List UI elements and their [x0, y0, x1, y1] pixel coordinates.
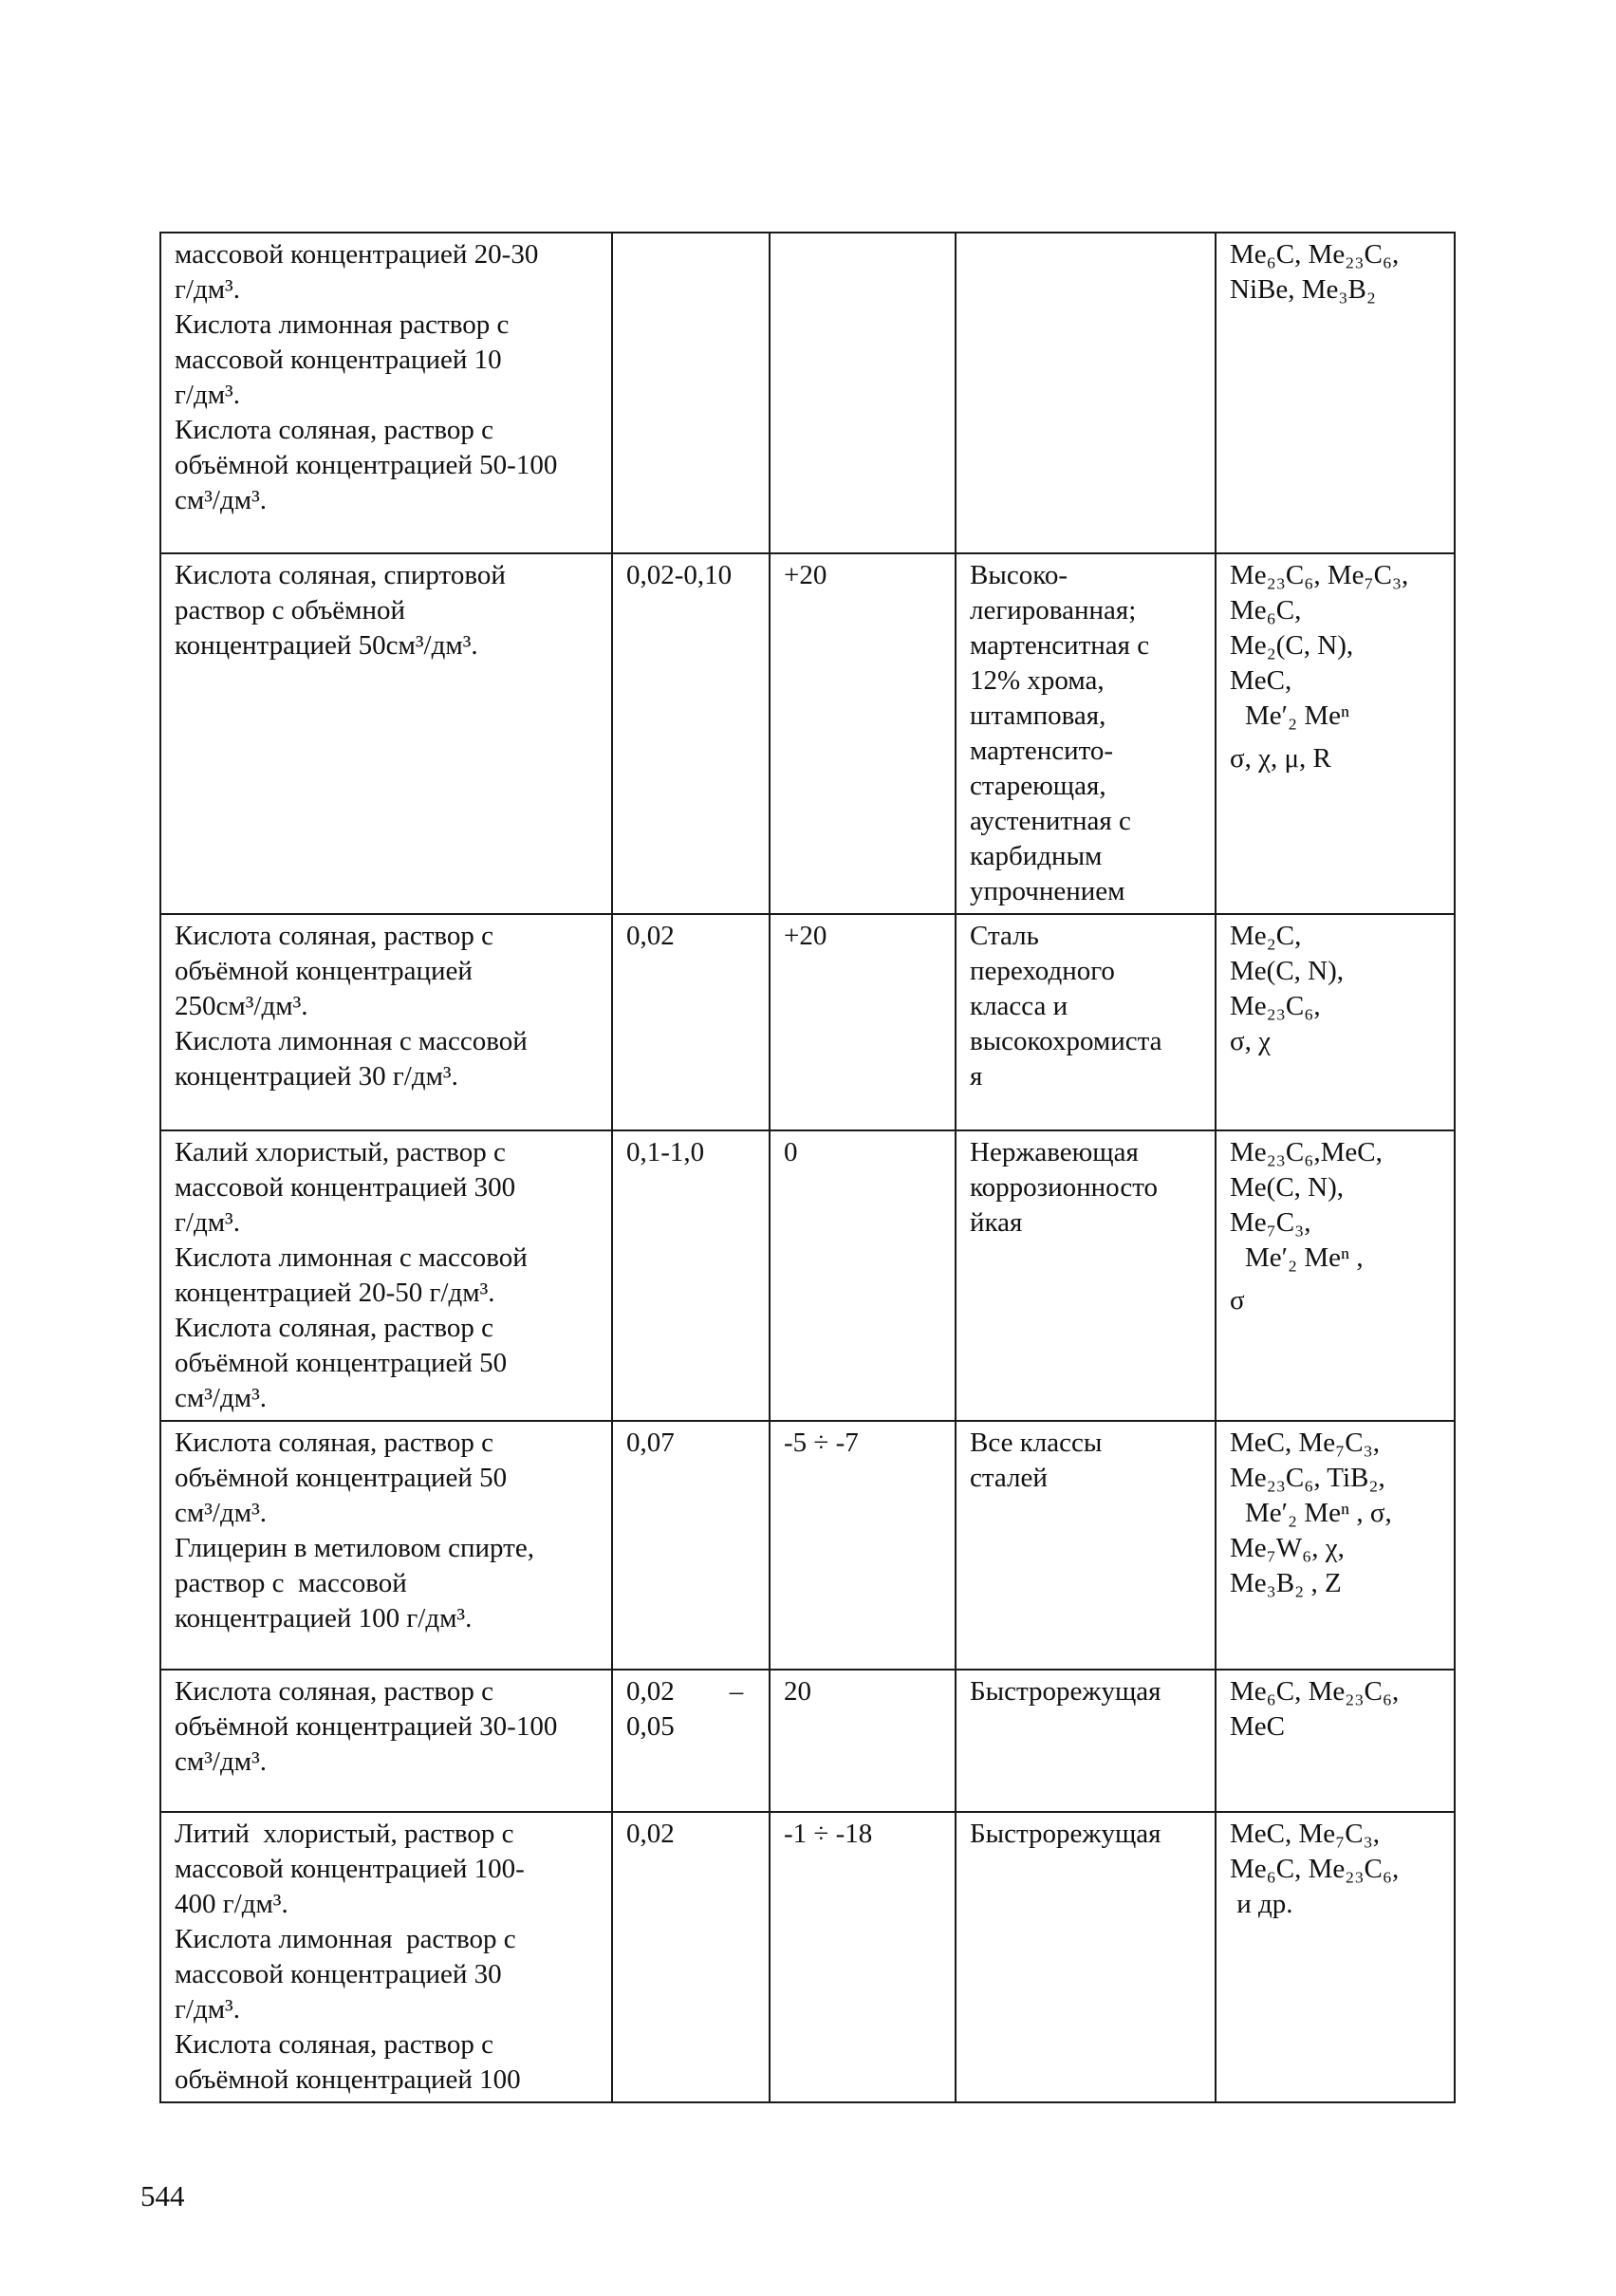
text-line: Me₂₃C₆,: [1230, 991, 1321, 1021]
reagent-cell: [160, 1812, 612, 2102]
text-line: сталей: [970, 1463, 1048, 1493]
steel-class-cell: [956, 553, 1216, 914]
text-line: Me′₂ Meⁿ: [1245, 700, 1350, 731]
text-line: г/дм³.: [175, 1207, 241, 1238]
text-line: Кислота соляная, спиртовой: [175, 560, 506, 590]
text-line: 0,02: [626, 1819, 675, 1849]
text-line: объёмной концентрацией 30-100: [175, 1711, 558, 1742]
text-line: 12% хрома,: [970, 665, 1105, 696]
text-line: карбидным: [970, 841, 1103, 871]
text-line: MeC,: [1230, 665, 1292, 696]
text-line: объёмной концентрацией 100: [175, 2064, 521, 2095]
text-line: объёмной концентрацией 50-100: [175, 450, 558, 480]
temperature-cell: [770, 1812, 956, 2102]
table-row: [160, 1670, 1455, 1812]
text-line: Быстрорежущая: [970, 1819, 1161, 1849]
text-line: объёмной концентрацией: [175, 956, 473, 986]
text-line: MeC, Me₇C₃,: [1230, 1428, 1380, 1458]
text-line: Me₆C, Me₂₃C₆,: [1230, 1854, 1400, 1884]
text-line: массовой концентрацией 30: [175, 1959, 502, 1989]
text-line: Сталь: [970, 921, 1039, 951]
reagent-cell: [160, 1130, 612, 1421]
temperature-cell: [770, 1670, 956, 1812]
current-density-cell: [612, 1812, 770, 2102]
text-line: концентрацией 100 г/дм³.: [175, 1603, 473, 1633]
current-density-cell: [612, 1670, 770, 1812]
text-line: концентрацией 20-50 г/дм³.: [175, 1278, 495, 1308]
text-line: σ, χ: [1230, 1026, 1272, 1056]
text-line: раствор с объёмной: [175, 595, 406, 625]
current-density-cell: [612, 914, 770, 1130]
phases-cell: [1216, 553, 1455, 914]
reagent-cell: [160, 553, 612, 914]
text-line: Кислота лимонная с массовой: [175, 1242, 528, 1273]
text-line: класса и: [970, 991, 1068, 1021]
text-line: σ: [1230, 1285, 1245, 1316]
text-line: стареющая,: [970, 771, 1106, 801]
text-line: Высоко-: [970, 560, 1068, 590]
table-row: [160, 1812, 1455, 2102]
text-line: Кислота лимонная с массовой: [175, 1026, 528, 1056]
page-number: 544: [140, 2179, 185, 2212]
text-line: 0,02 –: [626, 1676, 744, 1707]
text-line: Me₂₃C₆,MeC,: [1230, 1137, 1383, 1167]
phases-cell: [1216, 1421, 1455, 1670]
text-line: Me₃B₂ , Z: [1230, 1568, 1342, 1598]
text-line: Me₆C, Me₂₃C₆,: [1230, 239, 1400, 270]
text-line: Me₂₃C₆, TiB₂,: [1230, 1463, 1385, 1493]
phases-cell: [1216, 914, 1455, 1130]
temperature-cell: [770, 1421, 956, 1670]
text-line: йкая: [970, 1207, 1023, 1238]
text-line: Me′₂ Meⁿ ,: [1245, 1242, 1364, 1273]
steel-class-cell: [956, 914, 1216, 1130]
text-line: массовой концентрацией 300: [175, 1172, 516, 1203]
steel-class-cell: [956, 1670, 1216, 1812]
text-line: Me₆C, Me₂₃C₆,: [1230, 1676, 1400, 1707]
phases-cell: [1216, 1130, 1455, 1421]
text-line: Me₂C,: [1230, 921, 1302, 951]
text-line: 0,02-0,10: [626, 560, 733, 590]
text-line: Быстрорежущая: [970, 1676, 1161, 1707]
text-line: Me(C, N),: [1230, 1172, 1345, 1203]
text-line: концентрацией 30 г/дм³.: [175, 1061, 458, 1092]
reagents-table: [159, 232, 1456, 2103]
text-line: +20: [784, 560, 827, 590]
text-line: Кислота лимонная раствор с: [175, 309, 510, 340]
text-line: σ, χ, μ, R: [1230, 743, 1331, 774]
text-line: Кислота лимонная раствор с: [175, 1924, 516, 1954]
text-line: Me₂₃C₆, Me₇C₃,: [1230, 560, 1409, 590]
temperature-cell: [770, 1130, 956, 1421]
phases-cell: [1216, 233, 1455, 553]
reagent-cell: [160, 233, 612, 553]
temperature-cell: [770, 553, 956, 914]
table-row: [160, 233, 1455, 553]
text-line: Me₆C,: [1230, 595, 1302, 625]
text-line: MeC: [1230, 1711, 1285, 1742]
steel-class-cell: [956, 1812, 1216, 2102]
text-line: мартенситная с: [970, 630, 1150, 661]
text-line: штамповая,: [970, 700, 1106, 731]
text-line: -1 ÷ -18: [784, 1819, 873, 1849]
temperature-cell: [770, 233, 956, 553]
current-density-cell: [612, 233, 770, 553]
table-row: [160, 1421, 1455, 1670]
steel-class-cell: [956, 1421, 1216, 1670]
text-line: Все классы: [970, 1428, 1103, 1458]
text-line: Кислота соляная, раствор с: [175, 2029, 494, 2060]
text-line: г/дм³.: [175, 380, 241, 410]
text-line: и др.: [1230, 1889, 1293, 1919]
text-line: 0,07: [626, 1428, 675, 1458]
text-line: Глицерин в метиловом спирте,: [175, 1533, 534, 1563]
current-density-cell: [612, 1421, 770, 1670]
text-line: +20: [784, 921, 827, 951]
text-line: Me₇W₆, χ,: [1230, 1533, 1345, 1563]
text-line: 0,02: [626, 921, 675, 951]
text-line: см³/дм³.: [175, 1746, 268, 1777]
text-line: Кислота соляная, раствор с: [175, 1676, 494, 1707]
text-line: г/дм³.: [175, 1994, 241, 2025]
text-line: 20: [784, 1676, 811, 1707]
text-line: Литий хлористый, раствор с: [175, 1819, 514, 1849]
text-line: 0,05: [626, 1711, 675, 1742]
text-line: г/дм³.: [175, 274, 241, 305]
text-line: массовой концентрацией 10: [175, 345, 502, 375]
text-line: концентрацией 50см³/дм³.: [175, 630, 478, 661]
text-line: мартенсито-: [970, 736, 1114, 766]
text-line: раствор с массовой: [175, 1568, 407, 1598]
table-row: [160, 914, 1455, 1130]
current-density-cell: [612, 553, 770, 914]
current-density-cell: [612, 1130, 770, 1421]
table-row: [160, 553, 1455, 914]
table-row: [160, 1130, 1455, 1421]
text-line: объёмной концентрацией 50: [175, 1348, 508, 1378]
text-line: Me′₂ Meⁿ , σ,: [1245, 1498, 1392, 1528]
steel-class-cell: [956, 1130, 1216, 1421]
text-line: -5 ÷ -7: [784, 1428, 859, 1458]
text-line: объёмной концентрацией 50: [175, 1463, 508, 1493]
text-line: массовой концентрацией 20-30: [175, 239, 539, 270]
text-line: Me(C, N),: [1230, 956, 1345, 986]
text-line: 250см³/дм³.: [175, 991, 308, 1021]
text-line: аустенитная с: [970, 806, 1131, 836]
text-line: переходного: [970, 956, 1115, 986]
text-line: Кислота соляная, раствор с: [175, 1313, 494, 1343]
text-line: массовой концентрацией 100-: [175, 1854, 525, 1884]
text-line: 0,1-1,0: [626, 1137, 705, 1167]
temperature-cell: [770, 914, 956, 1130]
text-line: см³/дм³.: [175, 1383, 268, 1413]
text-line: MeC, Me₇C₃,: [1230, 1819, 1380, 1849]
text-line: Кислота соляная, раствор с: [175, 1428, 494, 1458]
text-line: высокохромиста: [970, 1026, 1162, 1056]
reagent-cell: [160, 914, 612, 1130]
text-line: 400 г/дм³.: [175, 1889, 288, 1919]
phases-cell: [1216, 1670, 1455, 1812]
text-line: коррозионносто: [970, 1172, 1159, 1203]
text-line: Нержавеющая: [970, 1137, 1139, 1167]
text-line: 0: [784, 1137, 798, 1167]
text-line: упрочнением: [970, 876, 1125, 906]
text-line: см³/дм³.: [175, 1498, 268, 1528]
text-line: Кислота соляная, раствор с: [175, 921, 494, 951]
text-line: Me₂(C, N),: [1230, 630, 1354, 661]
text-line: см³/дм³.: [175, 485, 268, 515]
reagent-cell: [160, 1421, 612, 1670]
reagent-cell: [160, 1670, 612, 1812]
text-line: легированная;: [970, 595, 1137, 625]
text-line: я: [970, 1061, 983, 1092]
text-line: Калий хлористый, раствор с: [175, 1137, 506, 1167]
text-line: NiBe, Me₃B₂: [1230, 274, 1376, 305]
text-line: Me₇C₃,: [1230, 1207, 1311, 1238]
steel-class-cell: [956, 233, 1216, 553]
text-line: Кислота соляная, раствор с: [175, 415, 494, 445]
phases-cell: [1216, 1812, 1455, 2102]
